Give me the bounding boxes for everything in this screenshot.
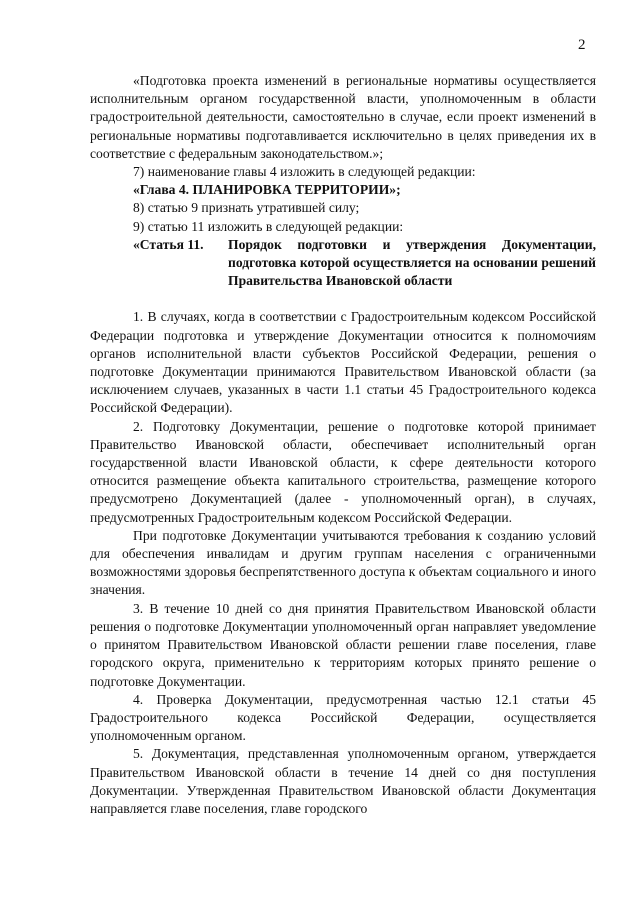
chapter-title-line bbox=[90, 181, 596, 199]
chapter-close: »; bbox=[389, 182, 401, 198]
chapter-title: Глава 4. ПЛАНИРОВКА ТЕРРИТОРИИ bbox=[139, 182, 390, 198]
paragraph: «Подготовка проекта изменений в региональные нормативы осуществляется исполнительным органом государственной власти, уполномоченным в области градостроительной деятельности, самостоятельно в случае, если проект изменений в региональные нормативы подготавливается исключительно в целях приведения их в соответствие с федеральным законодательством.»; bbox=[90, 73, 596, 161]
chapter-open-quote: « bbox=[133, 182, 140, 198]
article-number: «Статья 11. bbox=[133, 236, 204, 252]
article-title: Порядок подготовки и утверждения Документации, подготовка которой осуществляется на основании решений Правительства Ивановской области bbox=[228, 236, 596, 289]
paragraph: 2. Подготовку Документации, решение о подготовке которой принимает Правительство Ивановской области, обеспечивает исполнительный орган государственной власти Ивановской области, к сфере деятельности которого относится размещение объекта капитального строительства, размещение которого предусмотрено Документацией (далее - уполномоченный орган), в случаях, предусмотренных Градостроительным кодексом Российской Федерации. bbox=[90, 418, 596, 525]
document-body bbox=[90, 72, 596, 818]
paragraph: 7) наименование главы 4 изложить в следующей редакции: bbox=[133, 164, 476, 180]
article-heading bbox=[90, 236, 596, 291]
list-item: 9) статью 11 изложить в следующей редакции: bbox=[133, 218, 404, 234]
paragraph: 1. В случаях, когда в соответствии с Градостроительным кодексом Российской Федерации подготовка и утверждение Документации относится к полномочиям органов исполнительной власти субъектов Российской Федерации, решения о подготовке Документации принимаются Правительством Ивановской области (за исключением случаев, указанных в части 1.1 статьи 45 Градостроительного кодекса Российской Федерации). bbox=[90, 309, 596, 416]
paragraph: 3. В течение 10 дней со дня принятия Правительством Ивановской области решения о подготовке Документации уполномоченный орган направляет уведомление о принятом Правительством Ивановской области решении главе поселения, главе городского округа, применительно к территориям которых принято решение о подготовке Документации. bbox=[90, 600, 596, 689]
paragraph: 5. Документация, представленная уполномоченным органом, утверждается Правительством Ивановской области в течение 14 дней со дня поступления Документации. Утвержденная Правительством Ивановской области Документация направляется главе поселения, главе городского bbox=[90, 746, 596, 816]
list-item: 8) статью 9 признать утратившей силу; bbox=[133, 200, 360, 216]
page-number: 2 bbox=[578, 37, 586, 53]
paragraph: 4. Проверка Документации, предусмотренная частью 12.1 статьи 45 Градостроительного кодекса Российской Федерации, осуществляется уполномоченным органом. bbox=[90, 691, 596, 744]
paragraph: При подготовке Документации учитываются требования к созданию условий для обеспечения инвалидам и другим группам населения с ограниченными возможностями здоровья беспрепятственного доступа к объектам социального и иного значения. bbox=[90, 527, 596, 598]
